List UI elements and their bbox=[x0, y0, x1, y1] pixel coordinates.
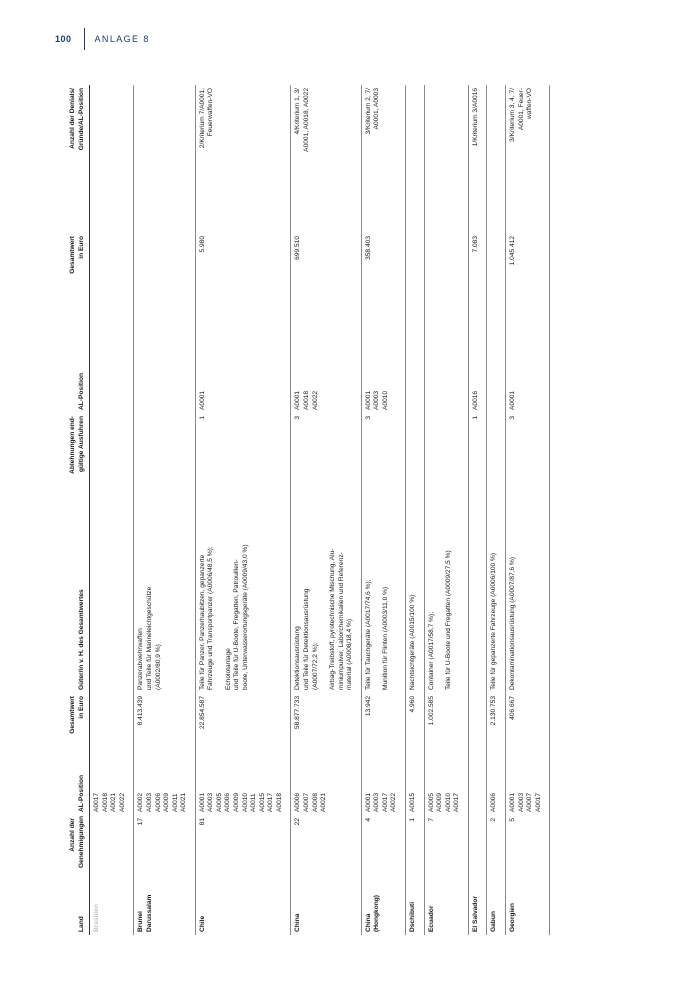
header-divider bbox=[84, 28, 85, 50]
cell-gesamtwert-2: 7.083 bbox=[468, 233, 487, 333]
cell-anzahl: 5 bbox=[505, 815, 549, 871]
cell-denials bbox=[424, 85, 468, 233]
cell-line: miniumpulver, Laborchemikalien und Referenz- bbox=[337, 552, 345, 690]
cell-line: A0001 bbox=[198, 390, 206, 410]
cell-al-position-2 bbox=[505, 333, 549, 413]
table-row bbox=[505, 85, 549, 935]
col-ablehnungen-line2: gültige Ausfuhren bbox=[77, 416, 85, 473]
cell-gesamtwert-2 bbox=[424, 233, 468, 333]
cell-line: (A0007/72,2 %); bbox=[311, 642, 319, 690]
cell-gesamtwert-2: 5.980 bbox=[195, 233, 291, 333]
cell-gueter bbox=[406, 485, 425, 693]
cell-al-position bbox=[195, 755, 291, 815]
cell-line: A0016 bbox=[471, 390, 479, 410]
cell-line: A0006 bbox=[490, 792, 498, 812]
cell-line: A0018 bbox=[101, 792, 109, 812]
cell-land: Georgien bbox=[505, 871, 549, 935]
cell-gesamtwert: 1.002.585 bbox=[424, 693, 468, 755]
cell-al-position-2 bbox=[424, 333, 468, 413]
cell-line: A0003 bbox=[517, 792, 525, 812]
cell-line: Teile für Panzer, Panzerhaubitzen, gepanzerte bbox=[198, 554, 206, 690]
page-header bbox=[55, 28, 150, 50]
cell-line: boote, Unterwasserortungsgeräte (A0009/43,0 %) bbox=[242, 544, 249, 690]
table-row bbox=[291, 85, 361, 935]
cell-denials bbox=[90, 85, 134, 233]
cell-denials bbox=[505, 85, 549, 233]
cell-anzahl: 7 bbox=[424, 815, 468, 871]
table-row bbox=[195, 85, 291, 935]
cell-line: und Teile für Marineleichtgeschütze bbox=[145, 586, 153, 690]
cell-line: A0017 bbox=[453, 792, 461, 812]
cell-al-position bbox=[90, 755, 134, 815]
cell-denials bbox=[195, 85, 291, 233]
cell-gesamtwert-2 bbox=[90, 233, 134, 333]
cell-land: China bbox=[291, 871, 361, 935]
col-land: Land bbox=[68, 871, 90, 935]
cell-line: A0008 bbox=[311, 792, 319, 812]
cell-ablehnungen: 1 bbox=[468, 413, 487, 485]
cell-al-position-2 bbox=[487, 333, 506, 413]
cell-ablehnungen bbox=[406, 413, 425, 485]
cell-line: Teile für gepanzerte Fahrzeuge (A0006/100 %) bbox=[490, 552, 498, 690]
cell-line: A0001 bbox=[364, 390, 372, 410]
col-gesamtwert-line1: Gesamtwert bbox=[69, 696, 76, 734]
cell-land: Brunei Darussalam bbox=[134, 871, 195, 935]
cell-line: A0011 bbox=[250, 793, 258, 812]
cell-line: A0022 bbox=[390, 792, 398, 812]
cell-line: A0001, A0018, A0022 bbox=[302, 88, 310, 152]
cell-line: A0015 bbox=[409, 792, 416, 812]
col-denials bbox=[68, 85, 90, 233]
cell-line: Teile für U-Boote und Fregatten (A0009/27,5 %) bbox=[445, 550, 453, 690]
cell-line: A0022 bbox=[118, 792, 126, 812]
cell-denials bbox=[134, 85, 195, 233]
cell-al-position-2 bbox=[468, 333, 487, 413]
cell-gesamtwert-2 bbox=[134, 233, 195, 333]
cell-line: A0021 bbox=[180, 792, 188, 812]
cell-line: A0011 bbox=[171, 793, 179, 812]
cell-al-position bbox=[487, 755, 506, 815]
cell-land: Chile bbox=[195, 871, 291, 935]
cell-line: A0001 bbox=[364, 792, 372, 812]
cell-line: A0003 bbox=[373, 390, 381, 410]
cell-line: A0001 bbox=[294, 390, 302, 410]
cell-line: A0010 bbox=[241, 792, 249, 812]
cell-line: A0001 bbox=[198, 792, 206, 812]
cell-line: (Hongkong) bbox=[373, 895, 381, 932]
cell-al-position-2 bbox=[406, 333, 425, 413]
table-row bbox=[134, 85, 195, 935]
cell-line: waffen-VO bbox=[526, 88, 534, 120]
cell-line: 2/Kriterium 7/A0001, bbox=[198, 88, 206, 149]
table-row bbox=[468, 85, 487, 935]
cell-al-position bbox=[468, 755, 487, 815]
cell-gesamtwert-2: 699.510 bbox=[291, 233, 361, 333]
cell-line: A0003 bbox=[207, 792, 215, 812]
cell-line: A0001 bbox=[508, 390, 516, 410]
cell-al-position bbox=[361, 755, 405, 815]
cell-ablehnungen bbox=[134, 413, 195, 485]
cell-line: A0017 bbox=[93, 792, 101, 812]
cell-line: Munition für Flinten (A0003/11,0 %) bbox=[382, 586, 390, 690]
cell-line: A0017 bbox=[534, 792, 542, 812]
cell-al-position bbox=[424, 755, 468, 815]
cell-gueter bbox=[505, 485, 549, 693]
col-gueter: Güter/in v. H. des Gesamtwertes bbox=[68, 485, 90, 693]
cell-denials bbox=[361, 85, 405, 233]
cell-denials bbox=[291, 85, 361, 233]
cell-line: 3/Kriterium 3, 4, 7/ bbox=[508, 88, 516, 142]
cell-al-position-2 bbox=[90, 333, 134, 413]
cell-line: A0001, A0003 bbox=[373, 88, 381, 130]
gueter-paragraph bbox=[294, 488, 320, 690]
cell-line: Feuerwaffen-VO bbox=[207, 88, 215, 137]
cell-line: (A0002/80,9 %) bbox=[154, 644, 162, 690]
cell-gesamtwert bbox=[90, 693, 134, 755]
table-row bbox=[406, 85, 425, 935]
cell-ablehnungen: 1 bbox=[195, 413, 291, 485]
gueter-paragraph bbox=[382, 488, 391, 690]
gueter-paragraph bbox=[445, 488, 454, 690]
cell-line: A0015 bbox=[258, 792, 266, 812]
cell-al-position bbox=[291, 755, 361, 815]
cell-line: Teile für Tauchgeräte (A0017/74,6 %); bbox=[364, 579, 372, 690]
cell-gueter bbox=[424, 485, 468, 693]
cell-line: Nachtsichtgeräte (A0015/100 %) bbox=[409, 594, 416, 690]
cell-line: 3/Kriterium 2, 7/ bbox=[364, 88, 372, 135]
cell-ablehnungen bbox=[90, 413, 134, 485]
cell-gesamtwert: 406.667 bbox=[505, 693, 549, 755]
cell-line: A0002 bbox=[137, 792, 145, 812]
col-al-position: AL-Position bbox=[68, 755, 90, 815]
cell-gesamtwert-2 bbox=[487, 233, 506, 333]
table-body bbox=[90, 85, 550, 935]
cell-anzahl bbox=[90, 815, 134, 871]
cell-al-position-2 bbox=[361, 333, 405, 413]
col-gesamtwert2-line1: Gesamtwert bbox=[69, 236, 76, 274]
gueter-paragraph bbox=[225, 488, 251, 690]
cell-line: Panzerabwehrwaffen bbox=[137, 628, 145, 690]
cell-gueter bbox=[291, 485, 361, 693]
cell-line: Fahrzeuge und Transportpanzer (A0006/48,5 %); bbox=[207, 546, 215, 690]
cell-denials bbox=[406, 85, 425, 233]
rotated-table-container bbox=[68, 85, 630, 935]
table-row bbox=[361, 85, 405, 935]
cell-line: A0006 bbox=[224, 792, 232, 812]
cell-al-position-2 bbox=[291, 333, 361, 413]
cell-line: Detektionsausrüstung bbox=[294, 626, 302, 690]
cell-line: Airbag-Treibstoff, pyrotechnische Mischung, Alu- bbox=[329, 548, 337, 690]
cell-line: Dekontaminationsausrüstung (A0007/87,6 %) bbox=[508, 556, 516, 690]
cell-ablehnungen: 3 bbox=[505, 413, 549, 485]
cell-land: Dschibuti bbox=[406, 871, 425, 935]
cell-ablehnungen bbox=[424, 413, 468, 485]
cell-line: A0003 bbox=[373, 792, 381, 812]
cell-denials bbox=[487, 85, 506, 233]
cell-land: El Salvador bbox=[468, 871, 487, 935]
page-number: 100 bbox=[55, 34, 72, 44]
col-ablehnungen bbox=[68, 413, 90, 485]
cell-gesamtwert: 2.130.753 bbox=[487, 693, 506, 755]
cell-gueter bbox=[361, 485, 405, 693]
cell-anzahl: 17 bbox=[134, 815, 195, 871]
gueter-paragraph bbox=[509, 488, 518, 690]
col-gesamtwert-2 bbox=[68, 233, 90, 333]
cell-al-position bbox=[134, 755, 195, 815]
table-row bbox=[90, 85, 134, 935]
gueter-paragraph bbox=[409, 488, 418, 690]
cell-line: A0006 bbox=[154, 792, 162, 812]
cell-line: A0017 bbox=[267, 792, 275, 812]
cell-land: Ecuador bbox=[424, 871, 468, 935]
cell-land bbox=[361, 871, 405, 935]
cell-al-position-2 bbox=[195, 333, 291, 413]
cell-gueter bbox=[134, 485, 195, 693]
gueter-paragraph bbox=[199, 488, 216, 690]
col-al-position-2: AL-Position bbox=[68, 333, 90, 413]
cell-anzahl: 22 bbox=[291, 815, 361, 871]
cell-anzahl: 1 bbox=[406, 815, 425, 871]
export-table bbox=[68, 85, 550, 935]
cell-line: A0009 bbox=[163, 792, 171, 812]
cell-line: A0005 bbox=[215, 792, 223, 812]
col-ablehnungen-line1: Ablehnungen end- bbox=[69, 416, 76, 474]
cell-land: Brasilien bbox=[90, 871, 134, 935]
cell-line: A0021 bbox=[320, 792, 328, 812]
cell-gesamtwert: 22.854.587 bbox=[195, 693, 291, 755]
cell-line: A0007 bbox=[526, 792, 534, 812]
cell-line: Container (A0017/58,7 %); bbox=[427, 611, 435, 690]
gueter-paragraph bbox=[329, 488, 355, 690]
cell-gueter bbox=[468, 485, 487, 693]
cell-al-position bbox=[406, 755, 425, 815]
cell-line: A0018 bbox=[302, 390, 310, 410]
cell-line: und Teile für U-Boote, Fregatten, Patrouillen- bbox=[233, 559, 241, 690]
cell-ablehnungen bbox=[487, 413, 506, 485]
col-anzahl-line2: Genehmigungen bbox=[77, 815, 85, 868]
cell-line: A0001, Feuer- bbox=[517, 88, 525, 131]
table-header bbox=[68, 85, 90, 935]
cell-line: China bbox=[364, 913, 372, 932]
cell-gesamtwert-2: 1.045.412 bbox=[505, 233, 549, 333]
cell-gesamtwert: 8.413.439 bbox=[134, 693, 195, 755]
col-gesamtwert bbox=[68, 693, 90, 755]
cell-line: A0001 bbox=[508, 792, 516, 812]
cell-ablehnungen: 3 bbox=[361, 413, 405, 485]
cell-line: A0006 bbox=[294, 792, 302, 812]
col-anzahl bbox=[68, 815, 90, 871]
cell-line: A0009 bbox=[233, 792, 240, 812]
cell-denials bbox=[468, 85, 487, 233]
col-anzahl-line1: Anzahl der bbox=[69, 818, 76, 852]
col-gesamtwert-line2: in Euro bbox=[77, 696, 85, 719]
cell-gesamtwert-2: 358.403 bbox=[361, 233, 405, 333]
cell-al-position-2 bbox=[134, 333, 195, 413]
cell-al-position bbox=[505, 755, 549, 815]
cell-line: und Teile für Detektionsausrüstung bbox=[302, 588, 310, 690]
cell-line: A0022 bbox=[311, 390, 319, 410]
gueter-paragraph bbox=[365, 488, 374, 690]
cell-anzahl: 4 bbox=[361, 815, 405, 871]
col-denials-line2: Gründe/AL-Position bbox=[77, 88, 85, 151]
cell-line: A0010 bbox=[381, 390, 389, 410]
cell-line: A0021 bbox=[110, 792, 118, 812]
gueter-paragraph bbox=[490, 488, 499, 690]
cell-line: A0017 bbox=[381, 792, 389, 812]
gueter-paragraph bbox=[137, 488, 163, 690]
table-row bbox=[424, 85, 468, 935]
cell-line: A0018 bbox=[275, 792, 283, 812]
cell-anzahl: 81 bbox=[195, 815, 291, 871]
cell-line: A0007 bbox=[302, 792, 310, 812]
cell-line: 1/Kriterium 3/A0016 bbox=[471, 88, 479, 147]
col-denials-line1: Anzahl der Denials/ bbox=[69, 88, 76, 149]
cell-line: 4/Kriterium 1, 3/ bbox=[294, 88, 302, 135]
cell-gesamtwert bbox=[468, 693, 487, 755]
cell-line: A0009 bbox=[436, 792, 444, 812]
cell-line: A0003 bbox=[145, 792, 153, 812]
gueter-paragraph bbox=[428, 488, 437, 690]
cell-gueter bbox=[90, 485, 134, 693]
cell-gesamtwert: 4.960 bbox=[406, 693, 425, 755]
cell-gesamtwert: 58.877.733 bbox=[291, 693, 361, 755]
cell-line: material (A0008/18,4 %) bbox=[346, 618, 354, 690]
cell-line: Echolotanlage bbox=[224, 648, 232, 690]
cell-gesamtwert-2 bbox=[406, 233, 425, 333]
cell-gueter bbox=[487, 485, 506, 693]
cell-line: A0005 bbox=[427, 792, 435, 812]
cell-gesamtwert: 13.942 bbox=[361, 693, 405, 755]
cell-gueter bbox=[195, 485, 291, 693]
cell-ablehnungen: 3 bbox=[291, 413, 361, 485]
cell-anzahl: 2 bbox=[487, 815, 506, 871]
cell-land: Gabun bbox=[487, 871, 506, 935]
col-gesamtwert2-line2: in Euro bbox=[77, 236, 85, 259]
cell-anzahl bbox=[468, 815, 487, 871]
cell-line: A0010 bbox=[444, 792, 452, 812]
table-row bbox=[487, 85, 506, 935]
section-title: ANLAGE 8 bbox=[94, 34, 150, 44]
